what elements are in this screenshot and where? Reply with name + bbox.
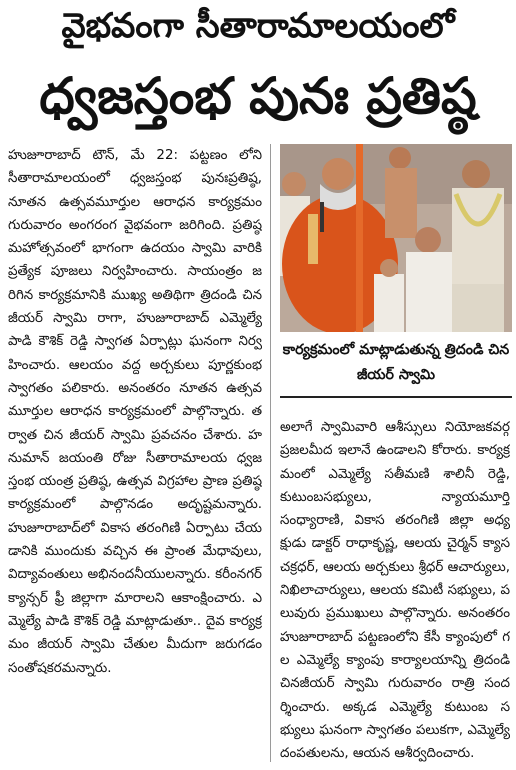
- news-photo-illustration: [280, 144, 512, 332]
- article-right-column: అలాగే స్వామివారి ఆశీస్సులు నియోజకవర్గ ప్రజలమీద ఇలానే ఉండాలని కోరారు. కార్యక్రమంలో ఎమ్మెల్యే సతీమణి శాలినీ రెడ్డి, కుటుంబసభ్యులు, న్యాయమూర్తి సంధ్యారాణి, వికాస తరంగిణి జిల్లా అధ్యక్షుడు డాక్టర్ రాధాకృష్ణ, ఆలయ చైర్మన్ క్యాస చక్రధర్, ఆలయ అర్చకులు శ్రీధర్ ఆచార్యులు, నిఖిలాచార్యులు, ఆలయ కమిటీ సభ్యులు, పలువురు ప్రముఖులు పాల్గొన్నారు. అనంతరం హుజూరాబాద్ పట్టణంలోని కేసీ క్యాంపులో గల ఎమ్మెల్యే క్యాంపు కార్యాలయాన్ని త్రిదండి చినజీయర్ స్వామి గురువారం రాత్రి సందర్శించారు. అక్కడ ఎమ్మెల్యే కుటుంబ సభ్యులు ఘనంగా స్వాగతం పలుకగా, ఎమ్మెల్యే దంపతులను, ఆయన ఆశీర్వదించారు.: [280, 420, 510, 762]
- column-divider: [270, 144, 271, 762]
- headline-subtitle: వైభవంగా సీతారామాలయంలో: [61, 6, 455, 46]
- caption-divider: [280, 396, 512, 398]
- news-photo: [280, 144, 512, 332]
- headline-title: ధ్వజస్తంభ పునః ప్రతిష్ఠ: [39, 67, 477, 125]
- photo-caption: కార్యక్రమంలో మాట్లాడుతున్న త్రిదండి చిన జీయర్ స్వామి: [282, 342, 510, 383]
- article-left-column: హుజూరాబాద్ టౌన్, మే 22: పట్టణం లోని సీతారామాలయంలో ధ్వజస్తంభ పునఃప్రతిష్ఠ, నూతన ఉత్సవమూర్తుల ఆరాధన కార్యక్రమం గురువారం అంగరంగ వైభవంగా జరిగింది. ప్రతిష్ఠ మహోత్సవంలో భాగంగా ఉదయం స్వామి వారికి ప్రత్యేక పూజలు నిర్వహించారు. సాయంత్రం జరిగిన కార్యక్రమానికి ముఖ్య అతిథిగా త్రిదండి చినజీయర్ స్వామి రాగా, హుజూరాబాద్ ఎమ్మెల్యే పాడి కౌశిక్ రెడ్డి స్వాగత ఏర్పాట్లు ఘనంగా నిర్వహించారు. ఆలయం వద్ద అర్చకులు పూర్ణకుంభ స్వాగతం పలికారు. అనంతరం నూతన ఉత్సవమూర్తుల ఆరాధన కార్యక్రమంలో పాల్గొన్నారు. తర్వాత చిన జీయర్ స్వామి ప్రవచనం చేశారు. హనుమాన్ జయంతి రోజు సీతారామాలయ ధ్వజస్తంభ యంత్ర ప్రతిష్ఠ, ఉత్సవ విగ్రహాల ప్రాణ ప్రతిష్ఠ కార్యక్రమంలో పాల్గొనడం అదృష్టమన్నారు. హుజూరాబాద్‌లో వికాస తరంగిణి ఏర్పాటు చేయడానికి ముందుకు వచ్చిన ఈ ప్రాంత మేధావులు, విద్యావంతులు అభినందనీయులన్నారు. కరీంనగర్ క్యాన్సర్ ఫ్రీ జిల్లాగా మారాలని ఆకాంక్షించారు. ఎమ్మెల్యే పాడి కౌశిక్ రెడ్డి మాట్లాడుతూ.. దైవ కార్యక్రమం జీయర్ స్వామి చేతుల మీదుగా జరుగడం సంతోషకరమన్నారు.: [8, 148, 262, 676]
